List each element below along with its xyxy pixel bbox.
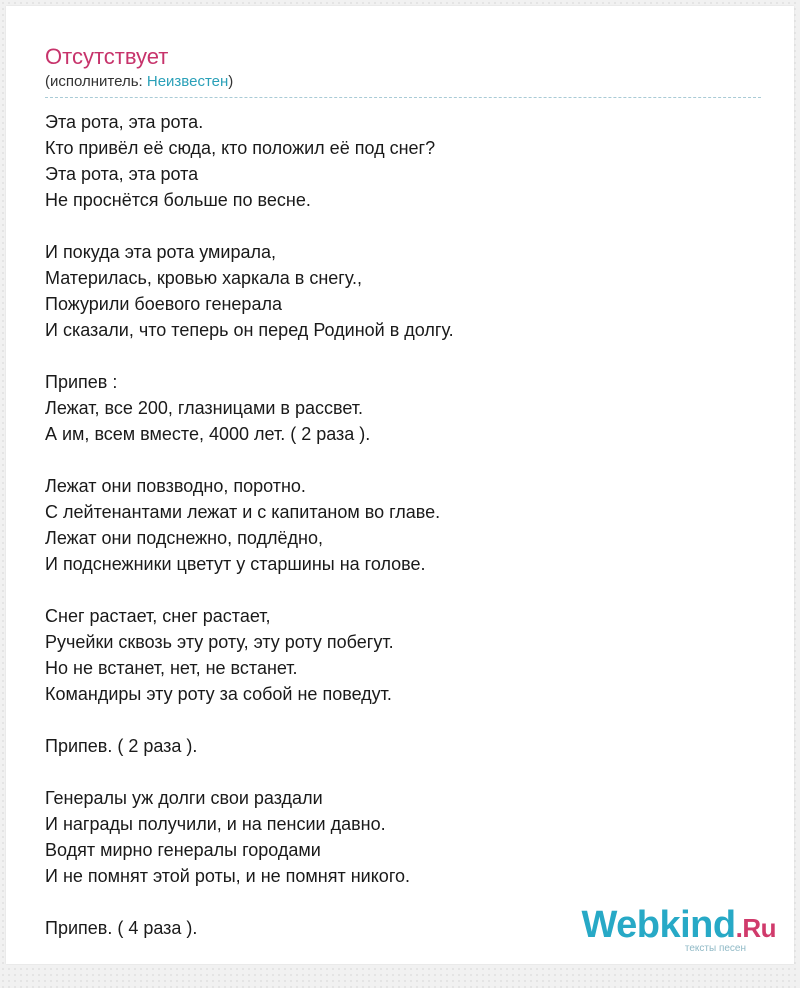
webkind-logo[interactable] <box>581 906 776 954</box>
lyric-line: Припев. ( 2 раза ). <box>45 736 198 756</box>
title-divider <box>45 97 761 98</box>
lyric-line: Припев : <box>45 372 118 392</box>
stanza-gap <box>45 213 454 239</box>
lyric-line: И награды получили, и на пенсии давно. <box>45 814 386 834</box>
lyric-line: Водят мирно генералы городами <box>45 840 321 860</box>
song-title: Отсутствует <box>45 44 169 69</box>
stanza-gap <box>45 577 454 603</box>
artist-suffix: ) <box>228 73 234 90</box>
logo-tagline: тексты песен <box>684 943 746 954</box>
lyric-line: Лежат, все 200, глазницами в рассвет. <box>45 398 364 418</box>
lyric-line: Лежат они повзводно, поротно. <box>45 476 306 496</box>
lyrics-text <box>45 109 454 941</box>
stanza-gap <box>45 343 454 369</box>
lyric-line: Кто привёл её сюда, кто положил её под снег? <box>45 138 436 158</box>
stanza-gap <box>45 759 454 785</box>
stanza-gap <box>45 707 454 733</box>
lyric-line: И подснежники цветут у старшины на голове. <box>45 554 426 574</box>
lyric-line: С лейтенантами лежат и с капитаном во главе. <box>45 502 441 522</box>
logo-wordmark <box>581 906 776 947</box>
lyric-line: А им, всем вместе, 4000 лет. ( 2 раза ). <box>45 424 371 444</box>
lyric-line: Пожурили боевого генерала <box>45 294 282 314</box>
logo-name: Webkind <box>581 904 736 946</box>
lyric-line: Припев. ( 4 раза ). <box>45 918 198 938</box>
lyric-line: Командиры эту роту за собой не поведут. <box>45 684 392 704</box>
lyric-line: Материлась, кровью харкала в снегу., <box>45 268 363 288</box>
lyric-line: И покуда эта рота умирала, <box>45 242 276 262</box>
lyric-line: И сказали, что теперь он перед Родиной в долгу. <box>45 320 454 340</box>
lyric-line: Ручейки сквозь эту роту, эту роту побегут. <box>45 632 394 652</box>
artist-prefix: (исполнитель: <box>45 73 147 90</box>
lyric-line: Эта рота, эта рота <box>45 164 199 184</box>
stanza-gap <box>45 447 454 473</box>
lyric-line: Снег растает, снег растает, <box>45 606 271 626</box>
lyric-line: Лежат они подснежно, подлёдно, <box>45 528 323 548</box>
lyric-line: Не проснётся больше по весне. <box>45 190 311 210</box>
lyric-line: И не помнят этой роты, и не помнят никого. <box>45 866 411 886</box>
logo-tld: .Ru <box>735 913 776 943</box>
lyric-line: Эта рота, эта рота. <box>45 112 204 132</box>
stanza-gap <box>45 889 454 915</box>
artist-link[interactable]: Неизвестен <box>146 73 229 90</box>
artist-line <box>45 73 233 90</box>
lyric-line: Генералы уж долги свои раздали <box>45 788 323 808</box>
lyric-line: Но не встанет, нет, не встанет. <box>45 658 298 678</box>
lyrics-card <box>6 6 794 964</box>
